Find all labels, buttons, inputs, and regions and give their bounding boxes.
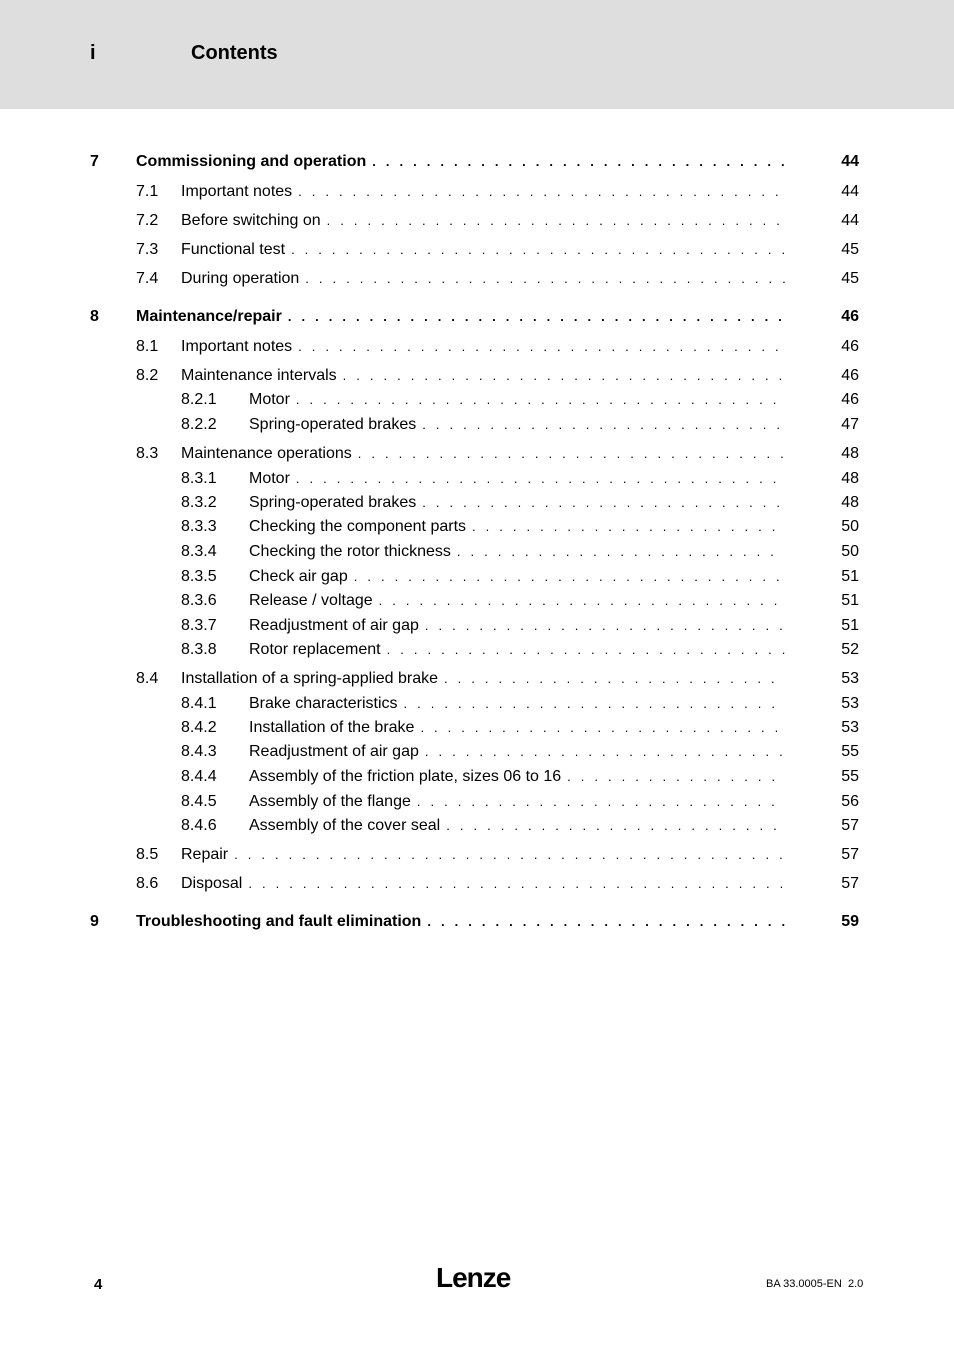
toc-entry-title: Readjustment of air gap bbox=[249, 617, 419, 634]
toc-entry-page: 44 bbox=[841, 183, 859, 200]
page-title: Contents bbox=[191, 42, 278, 64]
toc-entry[interactable] bbox=[0, 717, 954, 739]
toc-entry-page: 59 bbox=[841, 913, 859, 930]
dot-leader bbox=[291, 239, 785, 261]
dot-leader bbox=[248, 873, 785, 895]
dot-leader bbox=[296, 389, 785, 411]
toc-entry-title: Motor bbox=[249, 470, 290, 487]
toc-entry-title: Maintenance operations bbox=[181, 445, 352, 462]
footer-page-number: 4 bbox=[94, 1276, 103, 1293]
toc-entry[interactable] bbox=[0, 210, 954, 232]
dot-leader bbox=[379, 590, 785, 612]
toc-chapter-entry[interactable] bbox=[0, 911, 954, 933]
toc-entry-title-wrap bbox=[181, 181, 785, 203]
dot-leader bbox=[327, 210, 785, 232]
toc-entry-page: 48 bbox=[841, 470, 859, 487]
toc-entry-title-wrap bbox=[181, 668, 785, 690]
toc-entry-number: 8.2.2 bbox=[181, 416, 217, 433]
lenze-logo: Lenze bbox=[436, 1262, 511, 1293]
toc-entry[interactable] bbox=[0, 791, 954, 813]
toc-entry-title: During operation bbox=[181, 270, 300, 287]
toc-entry-number: 8.3.8 bbox=[181, 641, 217, 658]
toc-entry-number: 8.3.5 bbox=[181, 568, 217, 585]
toc-entry-page: 56 bbox=[841, 793, 859, 810]
toc-entry[interactable] bbox=[0, 468, 954, 490]
toc-entry-title-wrap bbox=[249, 717, 785, 739]
toc-entry-page: 44 bbox=[841, 212, 859, 229]
toc-entry-number: 8.3.6 bbox=[181, 592, 217, 609]
toc-entry-page: 51 bbox=[841, 592, 859, 609]
dot-leader bbox=[446, 815, 785, 837]
toc-entry[interactable] bbox=[0, 639, 954, 661]
dot-leader bbox=[288, 306, 785, 328]
toc-entry-number: 8.5 bbox=[136, 846, 159, 863]
toc-entry[interactable] bbox=[0, 566, 954, 588]
toc-entry-title-wrap bbox=[181, 873, 785, 895]
toc-entry-title-wrap bbox=[181, 210, 785, 232]
toc-entry-title: Spring-operated brakes bbox=[249, 494, 417, 511]
dot-leader bbox=[422, 414, 785, 436]
toc-entry-title-wrap bbox=[249, 590, 785, 612]
toc-entry-title: Important notes bbox=[181, 338, 293, 355]
dot-leader bbox=[425, 741, 785, 763]
toc-entry-title-wrap bbox=[249, 414, 785, 436]
toc-chapter-entry[interactable] bbox=[0, 306, 954, 328]
toc-entry-title-wrap bbox=[249, 516, 785, 538]
toc-entry-number: 8.4.2 bbox=[181, 719, 217, 736]
toc-entry-title-wrap bbox=[181, 268, 785, 290]
toc-entry-number: 7.4 bbox=[136, 270, 159, 287]
dot-leader bbox=[298, 181, 785, 203]
toc-entry-number: 8.3 bbox=[136, 445, 159, 462]
toc-entry[interactable] bbox=[0, 668, 954, 690]
dot-leader bbox=[358, 443, 785, 465]
toc-entry-page: 52 bbox=[841, 641, 859, 658]
toc-entry-title: Check air gap bbox=[249, 568, 348, 585]
toc-entry-title-wrap bbox=[249, 389, 785, 411]
toc-entry-page: 44 bbox=[841, 153, 859, 170]
toc-entry-title: Functional test bbox=[181, 241, 286, 258]
dot-leader bbox=[372, 151, 785, 173]
dot-leader bbox=[404, 693, 786, 715]
toc-entry[interactable] bbox=[0, 268, 954, 290]
toc-entry-title-wrap bbox=[249, 766, 785, 788]
dot-leader bbox=[422, 492, 785, 514]
toc-entry-title: Motor bbox=[249, 391, 290, 408]
toc-entry-title: Repair bbox=[181, 846, 229, 863]
dot-leader bbox=[296, 468, 785, 490]
toc-entry-page: 57 bbox=[841, 875, 859, 892]
toc-entry[interactable] bbox=[0, 239, 954, 261]
toc-entry-number: 7.1 bbox=[136, 183, 159, 200]
toc-entry-title: Readjustment of air gap bbox=[249, 743, 419, 760]
toc-entry-title-wrap bbox=[249, 815, 785, 837]
toc-entry[interactable] bbox=[0, 741, 954, 763]
toc-entry-page: 46 bbox=[841, 338, 859, 355]
toc-chapter-entry[interactable] bbox=[0, 151, 954, 173]
toc-entry-title: Installation of the brake bbox=[249, 719, 415, 736]
toc-entry-title-wrap bbox=[136, 911, 785, 933]
toc-entry-number: 8.1 bbox=[136, 338, 159, 355]
toc-entry[interactable] bbox=[0, 516, 954, 538]
toc-entry-number: 8.3.2 bbox=[181, 494, 217, 511]
dot-leader bbox=[472, 516, 785, 538]
footer-version: 2.0 bbox=[848, 1278, 864, 1290]
toc-entry-page: 57 bbox=[841, 817, 859, 834]
toc-entry-title: Checking the component parts bbox=[249, 518, 467, 535]
toc-entry-title: Spring-operated brakes bbox=[249, 416, 417, 433]
dot-leader bbox=[387, 639, 785, 661]
toc-entry[interactable] bbox=[0, 844, 954, 866]
toc-entry-page: 53 bbox=[841, 719, 859, 736]
toc-entry-title-wrap bbox=[249, 566, 785, 588]
section-marker: i bbox=[90, 42, 96, 64]
dot-leader bbox=[567, 766, 785, 788]
toc-entry-page: 46 bbox=[841, 308, 859, 325]
toc-entry[interactable] bbox=[0, 873, 954, 895]
toc-entry-title-wrap bbox=[249, 492, 785, 514]
toc-entry-title: Maintenance/repair bbox=[136, 308, 282, 325]
dot-leader bbox=[234, 844, 785, 866]
toc-entry-title-wrap bbox=[181, 336, 785, 358]
toc-entry-page: 45 bbox=[841, 241, 859, 258]
toc-entry-title: Brake characteristics bbox=[249, 695, 398, 712]
toc-entry-title-wrap bbox=[136, 151, 785, 173]
toc-entry-number: 7.2 bbox=[136, 212, 159, 229]
toc-entry-title: Rotor replacement bbox=[249, 641, 381, 658]
toc-entry-number: 8.3.3 bbox=[181, 518, 217, 535]
toc-entry-number: 8.2 bbox=[136, 367, 159, 384]
footer-document-id: BA 33.0005-EN bbox=[766, 1278, 842, 1290]
toc-entry-page: 48 bbox=[841, 445, 859, 462]
dot-leader bbox=[417, 791, 785, 813]
toc-entry[interactable] bbox=[0, 336, 954, 358]
toc-entry[interactable] bbox=[0, 181, 954, 203]
toc-entry-number: 8.4.6 bbox=[181, 817, 217, 834]
toc-entry-page: 51 bbox=[841, 568, 859, 585]
dot-leader bbox=[444, 668, 785, 690]
toc-entry-title: Maintenance intervals bbox=[181, 367, 337, 384]
toc-entry-page: 45 bbox=[841, 270, 859, 287]
toc-entry-title: Assembly of the flange bbox=[249, 793, 411, 810]
toc-entry-page: 55 bbox=[841, 743, 859, 760]
toc-entry-number: 7 bbox=[90, 153, 99, 170]
dot-leader bbox=[305, 268, 785, 290]
toc-entry-title-wrap bbox=[249, 615, 785, 637]
toc-entry-title-wrap bbox=[181, 365, 785, 387]
toc-entry-page: 50 bbox=[841, 518, 859, 535]
toc-entry-number: 8 bbox=[90, 308, 99, 325]
toc-entry-page: 48 bbox=[841, 494, 859, 511]
dot-leader bbox=[427, 911, 785, 933]
toc-entry-page: 53 bbox=[841, 670, 859, 687]
toc-entry-title-wrap bbox=[249, 639, 785, 661]
toc-entry[interactable] bbox=[0, 541, 954, 563]
toc-entry-title-wrap bbox=[249, 693, 785, 715]
toc-entry-title: Assembly of the cover seal bbox=[249, 817, 441, 834]
page-header-band bbox=[0, 0, 954, 109]
dot-leader bbox=[420, 717, 785, 739]
toc-entry[interactable] bbox=[0, 590, 954, 612]
toc-entry-title: Commissioning and operation bbox=[136, 153, 367, 170]
toc-entry-number: 8.4 bbox=[136, 670, 159, 687]
toc-entry-title: Installation of a spring-applied brake bbox=[181, 670, 439, 687]
toc-entry-number: 8.4.5 bbox=[181, 793, 217, 810]
toc-entry-page: 50 bbox=[841, 543, 859, 560]
toc-entry-number: 8.6 bbox=[136, 875, 159, 892]
toc-entry-title: Disposal bbox=[181, 875, 243, 892]
toc-entry[interactable] bbox=[0, 693, 954, 715]
dot-leader bbox=[343, 365, 785, 387]
toc-entry-page: 53 bbox=[841, 695, 859, 712]
dot-leader bbox=[354, 566, 785, 588]
toc-entry-number: 8.4.1 bbox=[181, 695, 217, 712]
toc-entry-page: 51 bbox=[841, 617, 859, 634]
toc-entry[interactable] bbox=[0, 815, 954, 837]
toc-entry-page: 55 bbox=[841, 768, 859, 785]
toc-entry[interactable] bbox=[0, 766, 954, 788]
toc-entry-title: Troubleshooting and fault elimination bbox=[136, 913, 422, 930]
toc-entry-number: 8.2.1 bbox=[181, 391, 217, 408]
toc-entry[interactable] bbox=[0, 443, 954, 465]
toc-entry[interactable] bbox=[0, 492, 954, 514]
toc-entry-title: Checking the rotor thickness bbox=[249, 543, 451, 560]
toc-entry-title-wrap bbox=[181, 844, 785, 866]
toc-entry-page: 57 bbox=[841, 846, 859, 863]
toc-entry-page: 47 bbox=[841, 416, 859, 433]
dot-leader bbox=[457, 541, 785, 563]
toc-entry-title: Important notes bbox=[181, 183, 293, 200]
toc-entry-number: 8.3.1 bbox=[181, 470, 217, 487]
toc-entry-title-wrap bbox=[181, 443, 785, 465]
toc-entry-number: 8.3.7 bbox=[181, 617, 217, 634]
toc-entry[interactable] bbox=[0, 615, 954, 637]
toc-entry-number: 8.4.4 bbox=[181, 768, 217, 785]
dot-leader bbox=[298, 336, 785, 358]
toc-entry[interactable] bbox=[0, 365, 954, 387]
toc-entry-title: Before switching on bbox=[181, 212, 321, 229]
toc-entry-title-wrap bbox=[181, 239, 785, 261]
toc-entry-title-wrap bbox=[136, 306, 785, 328]
toc-entry-title-wrap bbox=[249, 541, 785, 563]
toc-entry-title-wrap bbox=[249, 791, 785, 813]
toc-entry-page: 46 bbox=[841, 367, 859, 384]
toc-entry-number: 8.3.4 bbox=[181, 543, 217, 560]
toc-entry-title: Release / voltage bbox=[249, 592, 373, 609]
toc-entry[interactable] bbox=[0, 389, 954, 411]
toc-entry-page: 46 bbox=[841, 391, 859, 408]
toc-entry-title: Assembly of the friction plate, sizes 06 to 16 bbox=[249, 768, 562, 785]
toc-entry-number: 7.3 bbox=[136, 241, 159, 258]
toc-entry[interactable] bbox=[0, 414, 954, 436]
toc-entry-title-wrap bbox=[249, 468, 785, 490]
toc-entry-title-wrap bbox=[249, 741, 785, 763]
toc-entry-number: 9 bbox=[90, 913, 99, 930]
toc-entry-number: 8.4.3 bbox=[181, 743, 217, 760]
dot-leader bbox=[425, 615, 785, 637]
